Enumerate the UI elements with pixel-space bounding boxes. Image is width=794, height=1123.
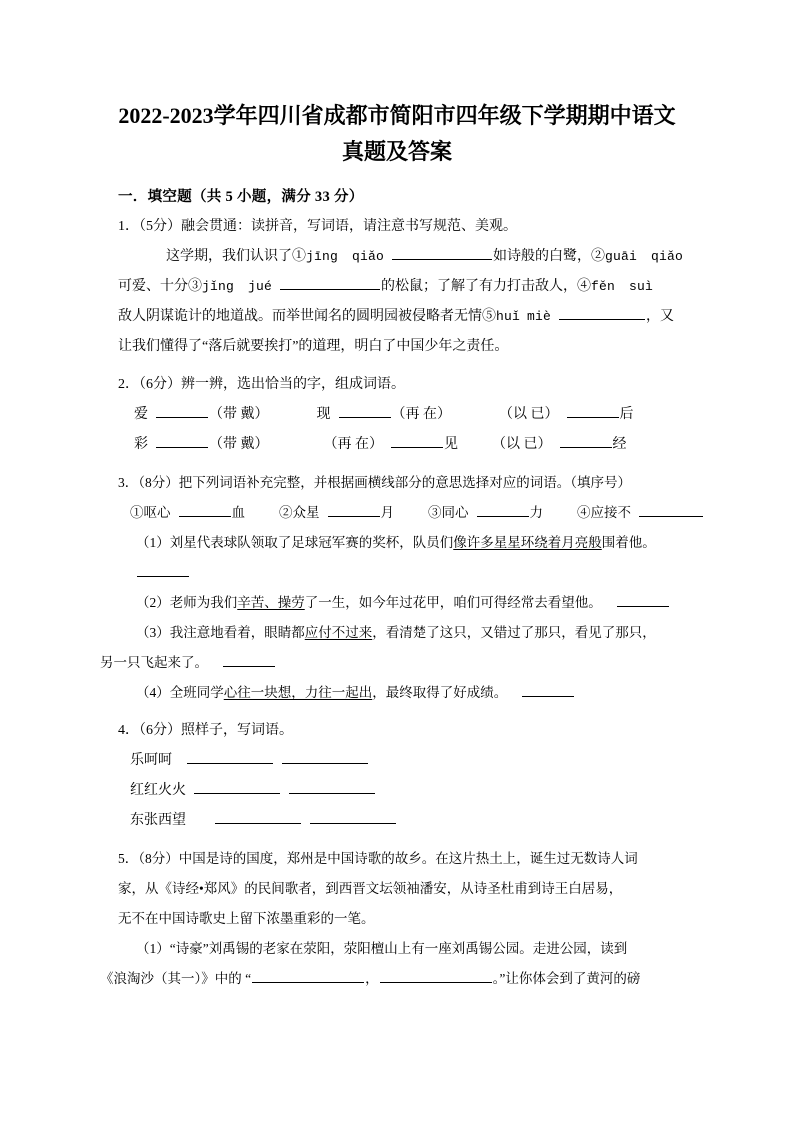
q1-pinyin-8: suì	[629, 279, 654, 294]
q4-blank-2a[interactable]	[194, 779, 280, 794]
q1-answer-blank-3[interactable]	[559, 305, 645, 320]
question-4-row-1	[130, 746, 690, 776]
q3-blank-2[interactable]	[328, 502, 380, 517]
q3-sub4-label: （4）	[136, 685, 170, 700]
question-5-stem-line-3: 无不在中国诗歌史上留下浓墨重彩的一笔。	[118, 911, 375, 926]
q2-r1-options-2: （再 在）	[391, 407, 451, 422]
q3-sub3-before: 我注意地看着，眼睛都	[169, 625, 305, 640]
question-1-line-4: 让我们懂得了“落后就要挨打”的道理，明白了中国少年之责任。	[118, 339, 509, 354]
q3-idiom-2-pre: ②众星	[279, 505, 320, 520]
q3-sub2-label: （2）	[136, 595, 170, 610]
question-3-sub-2	[118, 588, 690, 618]
q2-r2-label-1: 彩	[134, 437, 148, 452]
q3-sub1-underlined: 像许多星星环绕着月亮般	[453, 535, 602, 550]
q1-text-d: 的松鼠；了解了有力打击敌人，④	[381, 279, 592, 294]
q3-sub2-answer-blank[interactable]	[617, 592, 669, 607]
q1-text-e: 敌人阴谋诡计的地道战。而举世闻名的圆明园被侵略者无情⑤	[118, 309, 496, 324]
q1-text-b: 如诗般的白鹭，②	[493, 249, 606, 264]
question-2-stem: 2．（6分）辨一辨，选出恰当的字，组成词语。	[118, 377, 405, 392]
q1-pinyin-1: jīng	[306, 249, 339, 264]
exam-body	[0, 184, 794, 994]
q3-blank-1[interactable]	[179, 502, 231, 517]
q5-sub1-poem-tail: 。”让你体会到了黄河的磅	[492, 971, 641, 986]
q4-blank-3a[interactable]	[215, 809, 301, 824]
q3-sub2-before: 老师为我们	[169, 595, 238, 610]
q2-blank-r2c2[interactable]	[391, 433, 443, 448]
q3-idiom-3-pre: ③同心	[428, 505, 469, 520]
question-5-stem-line-1: 5．（8分）中国是诗的国度，郑州是中国诗歌的故乡。在这片热土上，诞生过无数诗人词	[118, 851, 638, 866]
q2-blank-r1c2[interactable]	[339, 403, 391, 418]
q3-sub1-answer-blank[interactable]	[137, 562, 189, 577]
q2-r1-options-1: （带 戴）	[209, 407, 269, 422]
q4-blank-1a[interactable]	[187, 749, 273, 764]
question-1-stem: 1．（5分）融会贯通：读拼音，写词语，请注意书写规范、美观。	[118, 219, 517, 234]
q3-sub2-after: 了一生，如今年过花甲，咱们可得经常去看望他。	[304, 595, 602, 610]
question-4-stem: 4．（6分）照样子，写词语。	[118, 723, 293, 738]
q3-sub3-after2: 另一只飞起来了。	[100, 655, 208, 670]
q4-blank-3b[interactable]	[310, 809, 396, 824]
q5-sub1-poem-sep: ，	[365, 971, 379, 986]
q2-r2-options-1: （带 戴）	[209, 437, 269, 452]
question-3-sub-3	[118, 618, 690, 648]
q5-sub1-poem-intro: 《浪淘沙（其一）》中的 “	[100, 971, 252, 986]
question-1-line-3	[118, 302, 690, 332]
q5-poem-blank-2[interactable]	[380, 968, 492, 983]
q2-blank-r1c1[interactable]	[156, 403, 208, 418]
question-3-idiom-row	[130, 498, 690, 528]
q3-idiom-4-pre: ④应接不	[577, 505, 631, 520]
q3-sub3-answer-blank[interactable]	[223, 652, 275, 667]
q3-blank-4[interactable]	[639, 502, 703, 517]
q2-r1-label-1: 爱	[134, 407, 148, 422]
question-3-sub-3-line-2	[100, 648, 690, 678]
q1-answer-blank-1[interactable]	[392, 245, 492, 260]
q1-pinyin-4: qiǎo	[651, 249, 684, 264]
q2-blank-r2c1[interactable]	[156, 433, 208, 448]
question-5-stem-line-2: 家，从《诗经•郑风》的民间歌者，到西晋文坛领袖潘安，从诗圣杜甫到诗王白居易，	[118, 881, 623, 896]
question-4-row-2	[130, 776, 690, 806]
title-line-2: 真题及答案	[341, 139, 452, 164]
question-4-row-3	[130, 806, 690, 836]
q5-sub1-label: （1）	[136, 941, 170, 956]
q1-pinyin-5: jǐng	[202, 279, 235, 294]
title-line-1: 2022-2023学年四川省成都市简阳市四年级下学期期中语文	[118, 103, 676, 128]
q1-text-f: ，又	[646, 309, 675, 324]
q5-sub1-text: “诗豪”刘禹锡的老家在荥阳，荥阳檀山上有一座刘禹锡公园。走进公园，读到	[169, 941, 628, 956]
page-title	[0, 0, 794, 170]
q1-text-a: 这学期，我们认识了①	[166, 249, 306, 264]
q3-sub3-after: ，看清楚了这只，又错过了那只，看见了那只，	[372, 625, 656, 640]
q3-sub2-underlined: 辛苦、操劳	[237, 595, 305, 610]
q4-blank-1b[interactable]	[282, 749, 368, 764]
question-3-sub-1	[118, 528, 690, 558]
q3-sub4-after: ，最终取得了好成绩。	[372, 685, 508, 700]
q3-sub4-answer-blank[interactable]	[522, 682, 574, 697]
q4-blank-2b[interactable]	[289, 779, 375, 794]
question-1-line-2	[118, 272, 690, 302]
q3-sub1-after: 围着他。	[601, 535, 656, 550]
q2-blank-r1c3[interactable]	[567, 403, 619, 418]
q3-sub3-label: （3）	[136, 625, 170, 640]
q1-pinyin-10: miè	[527, 309, 552, 324]
q1-pinyin-9: huǐ	[496, 309, 521, 324]
q2-r2-options-3: （以 已）	[492, 437, 552, 452]
q1-pinyin-7: fěn	[591, 279, 616, 294]
q3-idiom-2-post: 月	[380, 505, 394, 520]
q4-example-3: 东张西望	[130, 813, 186, 828]
question-2-row-2	[134, 430, 690, 460]
q2-r2-label-2: 见	[444, 437, 458, 452]
q1-pinyin-6: jué	[248, 279, 273, 294]
q2-r1-options-3: （以 已）	[499, 407, 559, 422]
question-1-line-1	[118, 242, 690, 272]
q5-poem-blank-1[interactable]	[252, 968, 364, 983]
q3-sub1-label: （1）	[136, 535, 170, 550]
q2-r1-label-3: 后	[619, 407, 634, 422]
q3-idiom-1-post: 血	[231, 505, 245, 520]
q3-idiom-1-pre: ①呕心	[130, 505, 171, 520]
question-3-sub-1-answer-line	[118, 558, 690, 588]
q3-sub4-before: 全班同学	[169, 685, 224, 700]
q3-sub3-underlined: 应付不过来	[304, 625, 373, 640]
q1-answer-blank-2[interactable]	[280, 275, 380, 290]
q2-r2-options-2: （再 在）	[323, 437, 383, 452]
q2-blank-r2c3[interactable]	[560, 433, 612, 448]
question-3-stem: 3．（8分）把下列词语补充完整，并根据画横线部分的意思选择对应的词语。（填序号）	[118, 475, 631, 490]
q3-idiom-3-post: 力	[529, 505, 543, 520]
q3-blank-3[interactable]	[477, 502, 529, 517]
question-5-sub-1-line-2	[100, 964, 690, 994]
section-heading: 一．填空题（共 5 小题，满分 33 分）	[118, 189, 364, 205]
q2-r2-label-3: 经	[612, 437, 627, 452]
q1-pinyin-2: qiǎo	[352, 249, 385, 264]
q1-text-c: 可爱、十分③	[118, 279, 202, 294]
q1-pinyin-3: guāi	[605, 249, 638, 264]
q3-sub1-before: 刘星代表球队领取了足球冠军赛的奖杯，队员们	[169, 535, 454, 550]
question-5-sub-1-line-1	[118, 934, 690, 964]
q4-example-2: 红红火火	[130, 783, 186, 798]
question-3-sub-4	[118, 678, 690, 708]
q2-r1-label-2: 现	[316, 407, 331, 422]
question-2-row-1	[134, 400, 690, 430]
q4-example-1: 乐呵呵	[130, 753, 172, 768]
q3-sub4-underlined: 心往一块想，力往一起出	[223, 685, 373, 700]
